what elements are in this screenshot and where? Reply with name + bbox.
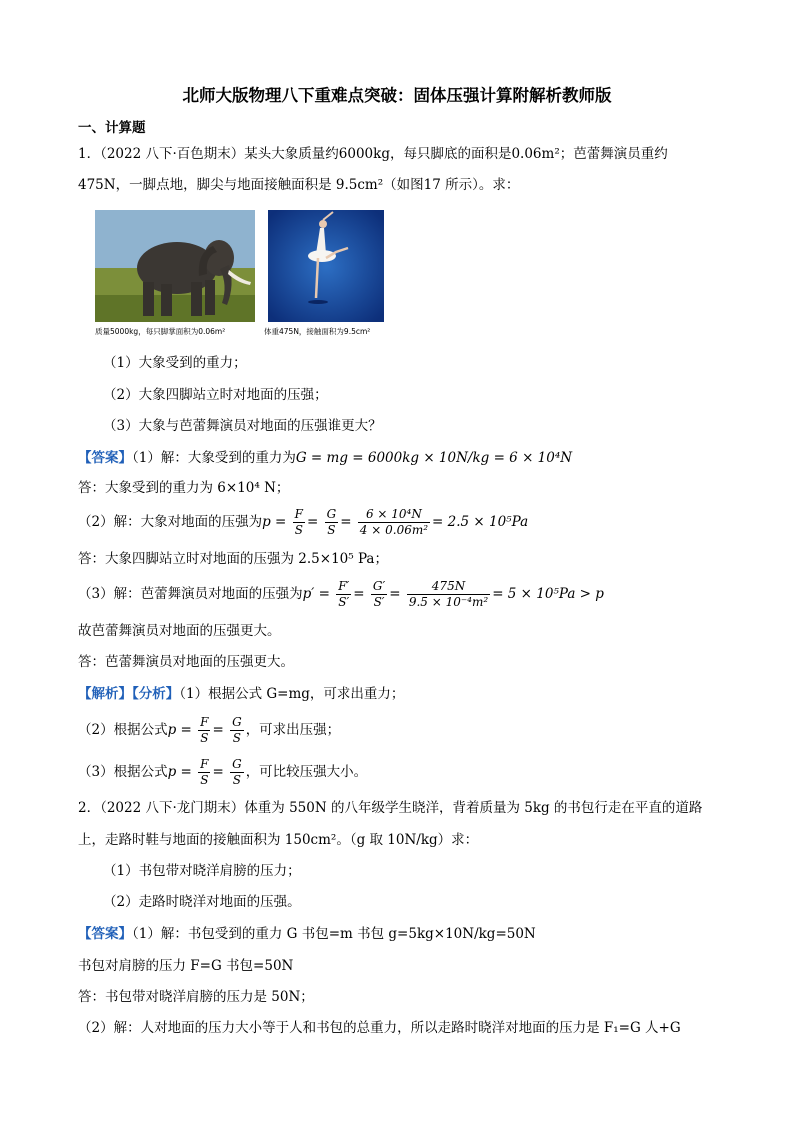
q1-answer-1-conclusion: 答：大象受到的重力为 6×10⁴ N； [78, 480, 290, 496]
answer-tag: 【答案】 [78, 450, 132, 466]
analysis-tag: 【解析】【分析】 [78, 686, 180, 702]
q2-answer-1-conclusion: 答：书包带对晓洋肩膀的压力是 50N； [78, 989, 314, 1005]
q1-analysis-1: 【解析】【分析】（1）根据公式 G=mg，可求出重力； [78, 686, 405, 702]
elephant-caption: 质量5000kg，每只脚掌面积为0.06m² [95, 327, 226, 336]
q2-sub2: （2）走路时晓洋对地面的压强。 [103, 894, 301, 910]
q1-analysis-2: （2）根据公式p = $\frac{F}{S}$ = $\frac{G}{S}$ ，可求出压强； [78, 715, 341, 745]
q1-answer-2: （2）解：大象对地面的压强为p = $\frac{F}{S}$ = $\frac{G}{S}$ = $\frac{\text{6 × 10⁴N}}{\text{4 × 0.06m²}}$ = 2.5 × 10⁵Pa [78, 507, 529, 537]
q1-sub3: （3）大象与芭蕾舞演员对地面的压强谁更大？ [103, 418, 382, 434]
q2-answer-2: （2）解：人对地面的压力大小等于人和书包的总重力，所以走路时晓洋对地面的压力是 F₁=G 人+G [78, 1020, 681, 1036]
ballerina-caption: 体重475N，接触面积为9.5cm² [264, 327, 371, 336]
q1-answer-1: 【答案】（1）解：大象受到的重力为G = mg = 6000kg × 10N/kg = 6 × 10⁴N [78, 450, 573, 466]
q2-answer-1b: 书包对肩膀的压力 F=G 书包=50N [78, 958, 294, 974]
elephant-photo [95, 210, 255, 322]
q2-stem-line2: 上，走路时鞋与地面的接触面积为 150cm²。（g 取 10N/kg）求： [78, 832, 479, 848]
q1-answer-3: （3）解：芭蕾舞演员对地面的压强为p′ = $\frac{F'}{S'}$ = $\frac{G'}{S'}$ = $\frac{475N}{\text{9.5 × 10⁻⁴m²}}$ = 5 × 10⁵Pa > p [78, 579, 604, 609]
page-title: 北师大版物理八下重难点突破：固体压强计算附解析教师版 [182, 86, 612, 105]
fraction-ballerina-pressure: $\frac{475N}{\text{9.5 × 10⁻⁴m²}}$ [408, 579, 489, 609]
q1-stem-line1: 1．（2022 八下·百色期末）某头大象质量约6000kg，每只脚底的面积是0.06m²；芭蕾舞演员重约 [78, 146, 668, 162]
q2-sub1: （1）书包带对晓洋肩膀的压力； [103, 863, 301, 879]
fraction-elephant-pressure: $\frac{\text{6 × 10⁴N}}{\text{4 × 0.06m²}}$ [359, 507, 429, 537]
ballerina-photo [268, 210, 384, 322]
q1-sub2: （2）大象四脚站立时对地面的压强； [103, 387, 328, 403]
answer-tag: 【答案】 [78, 926, 132, 942]
q1-sub1: （1）大象受到的重力； [103, 355, 247, 371]
q1-answer-3-conclusion: 答：芭蕾舞演员对地面的压强更大。 [78, 654, 294, 670]
q1-answer-3-so: 故芭蕾舞演员对地面的压强更大。 [78, 623, 281, 639]
q2-stem-line1: 2．（2022 八下·龙门期末）体重为 550N 的八年级学生晓洋，背着质量为 5kg 的书包行走在平直的道路 [78, 800, 703, 816]
q1-analysis-3: （3）根据公式p = $\frac{F}{S}$ = $\frac{G}{S}$ ，可比较压强大小。 [78, 757, 368, 787]
section-heading: 一、计算题 [78, 120, 146, 136]
formula-gravity: G = mg = 6000kg × 10N/kg = 6 × 10⁴N [295, 450, 573, 466]
q1-answer-2-conclusion: 答：大象四脚站立时对地面的压强为 2.5×10⁵ Pa； [78, 551, 388, 567]
q1-stem-line2: 475N，一脚点地，脚尖与地面接触面积是 9.5cm²（如图17 所示）。求： [78, 177, 520, 193]
q2-answer-1: 【答案】（1）解：书包受到的重力 G 书包=m 书包 g=5kg×10N/kg=50N [78, 926, 536, 942]
